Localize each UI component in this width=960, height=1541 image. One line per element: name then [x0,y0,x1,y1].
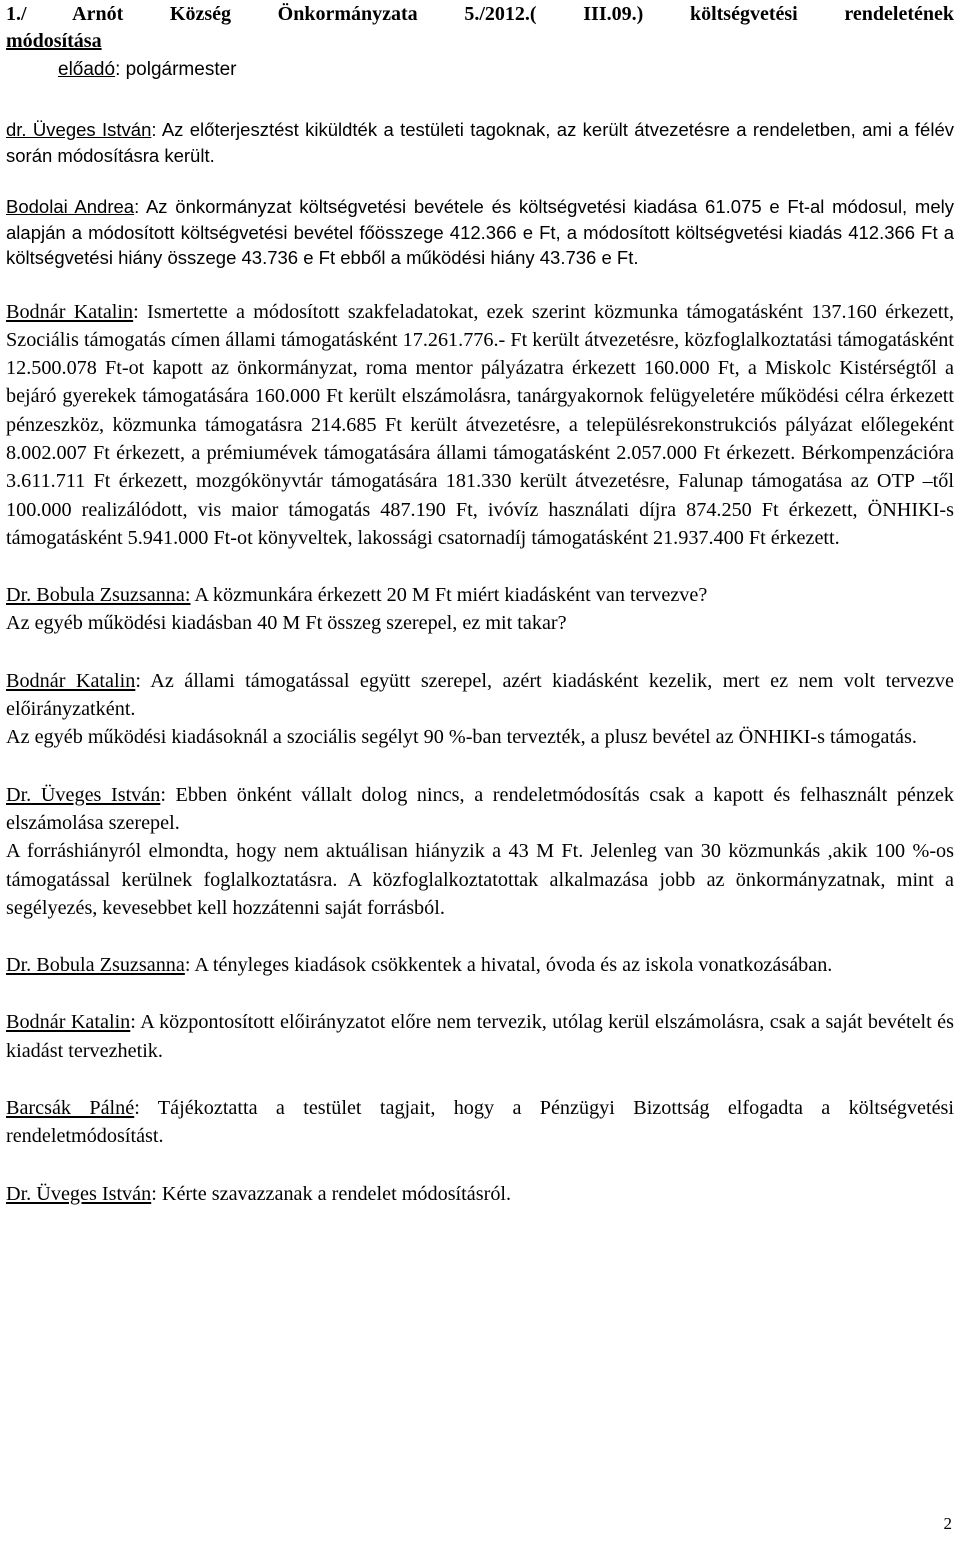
paragraph-text: A közmunkára érkezett 20 M Ft miért kiadásként van tervezve? [190,584,708,607]
paragraph-text: Az egyéb működési kiadásban 40 M Ft összeg szerepel, ez mit takar? [6,612,567,635]
paragraph-4-continued [6,609,954,637]
presenter-line [6,55,954,84]
paragraph-text: : Kérte szavazzanak a rendelet módosításról. [151,1182,512,1205]
paragraph-text: A forráshiányról elmondta, hogy nem aktuálisan hiányzik a 43 M Ft. Jelenleg van 30 közmunkás ,akik 100 %-os támogatással kerülnek foglalkoztatásra. A közfoglalkoztatottak alkalmazása jobb az önkormányzatnak, mint a segélyezés, kevesebbet kell hozzátenni saját forrásból. [6,840,954,919]
paragraph-6-continued [6,837,954,922]
page-number: 2 [943,1514,952,1533]
document-page [6,0,954,1208]
agenda-title-line2-wrap [6,28,954,55]
paragraph-5 [6,667,954,724]
paragraph-3 [6,298,954,553]
speaker-name: Barcsák Pálné [6,1097,135,1120]
paragraph-7 [6,951,954,979]
presenter-label: előadó [58,59,116,80]
presenter-value: : polgármester [115,59,237,80]
speaker-name: Bodolai Andrea [6,196,135,217]
speaker-name: Dr. Üveges István [6,783,161,806]
agenda-title [6,0,954,28]
speaker-name: dr. Üveges István [6,119,152,140]
paragraph-text: : A tényleges kiadások csökkentek a hivatal, óvoda és az iskola vonatkozásában. [184,954,833,977]
speaker-name: Dr. Bobula Zsuzsanna [6,954,185,977]
agenda-title-line1: 1./ Arnót Község Önkormányzata 5./2012.( III.09.) költségvetési rendeletének [6,3,954,25]
paragraph-text: : Az állami támogatással együtt szerepel, azért kiadásként kezelik, mert ez nem volt tervezve előirányzatként. [6,669,954,721]
paragraph-10 [6,1180,954,1208]
speaker-name: Dr. Bobula Zsuzsanna: [6,584,191,607]
paragraph-text: : Az önkormányzat költségvetési bevétele és költségvetési kiadása 61.075 e Ft-al módosul, mely alapján a módosított költségvetési bevétel főösszege 412.366 e Ft, a módosított költségvetési kiadás 412.366 Ft a költségvetési hiány összege 43.736 e Ft ebből a működési hiány 43.736 e Ft. [6,196,954,268]
paragraph-1 [6,117,954,168]
paragraph-2 [6,194,954,271]
paragraph-8 [6,1008,954,1065]
paragraph-text: : Az előterjesztést kiküldték a testületi tagoknak, az került átvezetésre a rendeletben, ami a félév során módosításra került. [6,119,954,166]
paragraph-text: : Ebben önként vállalt dolog nincs, a rendeletmódosítás csak a kapott és felhasznált pénzek elszámolása szerepel. [6,783,954,834]
paragraph-text: : Ismertette a módosított szakfeladatokat, ezek szerint közmunka támogatásként 137.160 érkezett, Szociális támogatás címen állami támogatásként 17.261.776.- Ft került átvezetésre, közfoglalkoztatási támogatásként 12.500.078 Ft-ot kapott az önkormányzat, roma mentor pályázatra érkezett 160.000 Ft, a Miskolc Kistérségtől a bejáró gyerekek támogatására 160.000 Ft került elszámolásra, tanárgyakornok felügyeletére működési célra érkezett pénzeszköz, közmunka támogatásra 214.685 Ft került átvezetésre, a településrekonstrukciós pályázat előlegeként 8.002.007 Ft érkezett, a prémiumévek támogatására állami támogatásként 2.057.000 Ft érkezett. Bérkompenzációra 3.611.711 Ft érkezett, mozgókönyvtár támogatására 181.330 került átvezetésre, Falunap támogatása az OTP –től 100.000 realizálódott, vis maior támogatás 487.190 Ft, ivóvíz használati díjra 874.250 Ft érkezett, ÖNHIKI-s támogatásként 5.941.000 Ft-ot könyveltek, lakossági csatornadíj támogatásként 21.937.400 Ft érkezett. [6,300,954,549]
paragraph-5-continued [6,723,954,751]
paragraph-6 [6,781,954,838]
speaker-name: Bodnár Katalin [6,1011,131,1034]
speaker-name: Bodnár Katalin [6,300,134,323]
paragraph-text: : Tájékoztatta a testület tagjait, hogy a Pénzügyi Bizottság elfogadta a költségvetési rendeletmódosítást. [6,1097,954,1148]
speaker-name: Bodnár Katalin [6,669,136,692]
paragraph-text: : A központosított előirányzatot előre nem tervezik, utólag kerül elszámolásra, csak a saját bevételt és kiadást tervezhetik. [6,1011,954,1062]
agenda-title-line2: módosítása [6,30,102,52]
paragraph-9 [6,1094,954,1151]
paragraph-text: Az egyéb működési kiadásoknál a szociális segélyt 90 %-ban tervezték, a plusz bevétel az ÖNHIKI-s támogatás. [6,726,917,749]
paragraph-4 [6,581,954,609]
speaker-name: Dr. Üveges István [6,1182,152,1205]
